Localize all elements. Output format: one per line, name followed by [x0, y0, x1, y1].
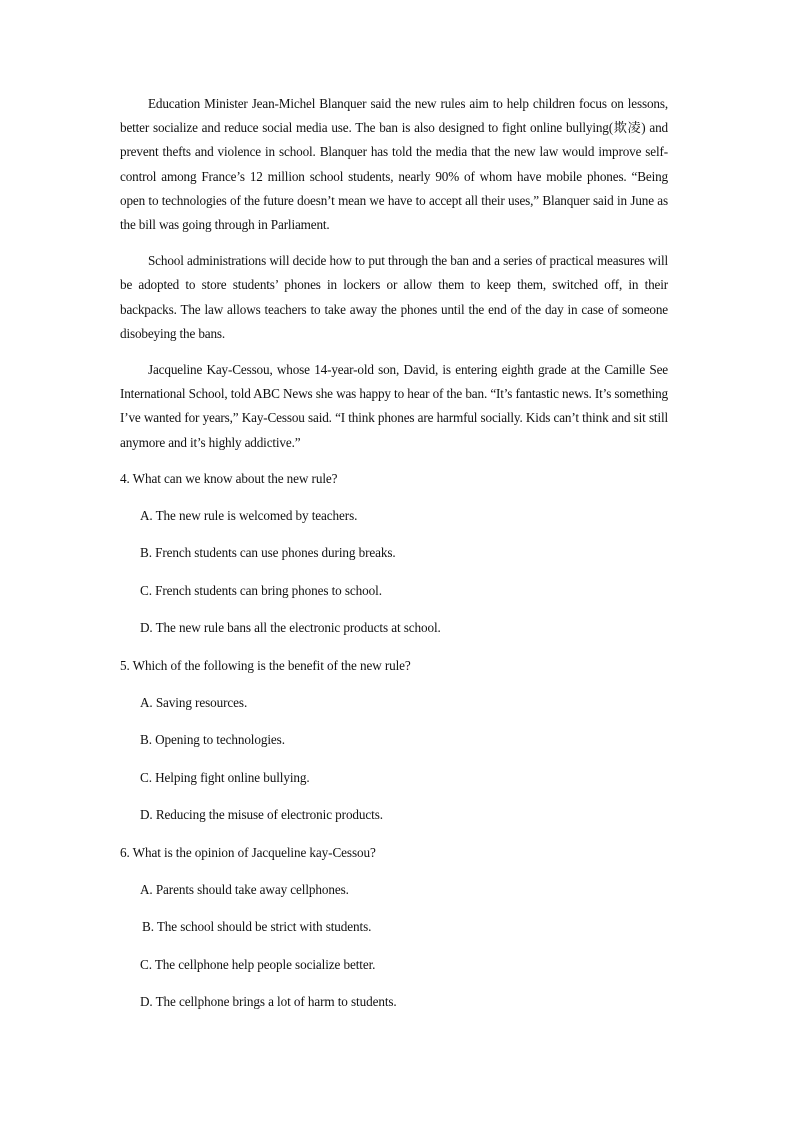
option-c: C. The cellphone help people socialize better. [140, 956, 376, 972]
document-content [120, 92, 668, 1028]
passage-paragraph-2: School administrations will decide how to put through the ban and a series of practical measures will be adopted to store students’ phones in lockers or allow them to keep them, switched off, in their backpacks. The law allows teachers to take away the phones until the end of the day in case of someone disobeying the bans. [120, 253, 668, 341]
question-5 [120, 654, 668, 828]
option-d: D. The new rule bans all the electronic products at school. [140, 620, 441, 636]
option-b: B. French students can use phones during breaks. [140, 545, 396, 561]
option-a: A. Parents should take away cellphones. [140, 881, 349, 897]
option-d: D. The cellphone brings a lot of harm to students. [140, 994, 397, 1010]
passage-paragraph-1: Education Minister Jean-Michel Blanquer said the new rules aim to help children focus on lessons, better socialize and reduce social media use. The ban is also designed to fight online bullying(欺凌) and prevent thefts and violence in school. Blanquer has told the media that the new law would improve self-control among France’s 12 million school students, nearly 90% of whom have mobile phones. “Being open to technologies of the future doesn’t mean we have to accept all their uses,” Blanquer said in June as the bill was going through in Parliament. [120, 96, 668, 233]
question-stem: 5. Which of the following is the benefit of the new rule? [120, 657, 411, 673]
question-stem: 6. What is the opinion of Jacqueline kay-Cessou? [120, 844, 376, 860]
question-6 [120, 841, 668, 1015]
option-b: B. Opening to technologies. [140, 732, 285, 748]
question-4 [120, 467, 668, 641]
option-b: B. The school should be strict with students. [142, 919, 372, 935]
option-a: A. Saving resources. [140, 694, 248, 710]
option-c: C. French students can bring phones to school. [140, 582, 382, 598]
option-c: C. Helping fight online bullying. [140, 769, 310, 785]
option-d: D. Reducing the misuse of electronic products. [140, 807, 383, 823]
option-a: A. The new rule is welcomed by teachers. [140, 507, 358, 523]
passage-paragraph-3: Jacqueline Kay-Cessou, whose 14-year-old son, David, is entering eighth grade at the Camille See International School, told ABC News she was happy to hear of the ban. “It’s fantastic news. It’s something I’ve wanted for years,” Kay-Cessou said. “I think phones are harmful socially. Kids can’t think and sit still anymore and it’s highly addictive.” [120, 362, 668, 450]
question-stem: 4. What can we know about the new rule? [120, 470, 338, 486]
